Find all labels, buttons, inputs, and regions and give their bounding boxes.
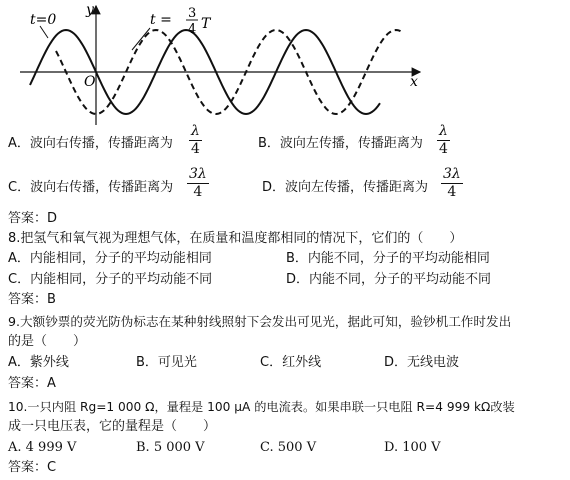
q10-option-c: C. 500 V <box>260 440 317 455</box>
q10-option-a: A. 4 999 V <box>8 440 77 455</box>
q8-option-c: C．内能相同，分子的平均动能不同 <box>8 272 213 287</box>
q7-option-c-text: C．波向右传播，传播距离为 <box>8 180 174 195</box>
q8-option-b: B．内能不同，分子的平均动能相同 <box>286 251 490 266</box>
label-frac-den: 4 <box>188 22 197 37</box>
q7-option-a-text: A．波向右传播，传播距离为 <box>8 136 173 151</box>
q9-option-b: B．可见光 <box>136 355 197 370</box>
q9-option-a: A．紫外线 <box>8 355 69 370</box>
label-origin: O <box>84 74 96 90</box>
q7-option-a-fraction <box>189 124 202 157</box>
q10-option-d: D. 100 V <box>384 440 441 455</box>
q8-answer: 答案：B <box>8 292 56 307</box>
q7-option-d-text: D．波向左传播，传播距离为 <box>262 180 429 195</box>
q9-option-c: C．红外线 <box>260 355 322 370</box>
q7-option-b-text: B．波向左传播，传播距离为 <box>258 136 423 151</box>
q7-option-d-den: 4 <box>447 184 457 200</box>
q10-option-b: B. 5 000 V <box>136 440 205 455</box>
wave-graph <box>0 0 440 128</box>
q9-option-d: D．无线电波 <box>384 355 460 370</box>
label-T: T <box>201 16 211 32</box>
q7-option-d-num: 3λ <box>443 166 461 182</box>
q9-answer: 答案：A <box>8 376 56 391</box>
q7-option-a-num: λ <box>191 123 200 139</box>
q7-option-a <box>8 136 173 152</box>
q7-option-b <box>258 136 423 152</box>
q7-option-c <box>8 180 173 196</box>
label-t-prefix: t = <box>150 12 172 28</box>
q7-answer: 答案：D <box>8 211 58 226</box>
q7-option-d-fraction <box>441 167 463 200</box>
q7-option-c-den: 4 <box>193 184 203 200</box>
q7-option-c-num: 3λ <box>189 166 207 182</box>
q9-stem-line1: 9.大额钞票的荧光防伪标志在某种射线照射下会发出可见光，据此可知，验钞机工作时发出 <box>8 314 512 329</box>
q7-option-b-num: λ <box>439 123 448 139</box>
q8-stem: 8.把氢气和氧气视为理想气体，在质量和温度都相同的情况下，它们的（ ） <box>8 231 463 246</box>
q10-stem-line2: 成一只电压表，它的量程是（ ） <box>8 419 217 434</box>
q10-stem-line1: 10.一只内阻 Rg=1 000 Ω，量程是 100 μA 的电流表。如果串联一只电阻 R=4 999 kΩ改装 <box>8 400 515 414</box>
q10-answer: 答案：C <box>8 460 57 475</box>
q8-option-a: A．内能相同，分子的平均动能相同 <box>8 251 212 266</box>
label-t0: t=0 <box>30 12 57 28</box>
label-x: x <box>410 74 418 90</box>
label-frac-num: 3 <box>188 6 197 21</box>
q7-option-b-fraction <box>437 124 450 157</box>
q7-option-c-fraction <box>187 167 209 200</box>
q7-option-a-den: 4 <box>190 141 200 157</box>
q8-option-d: D．内能不同，分子的平均动能不同 <box>286 272 492 287</box>
q7-option-b-den: 4 <box>438 141 448 157</box>
label-pointer-t34 <box>132 28 150 50</box>
q9-stem-line2: 的是（ ） <box>8 334 87 349</box>
label-y: y <box>86 2 94 18</box>
q7-option-d <box>262 180 428 196</box>
